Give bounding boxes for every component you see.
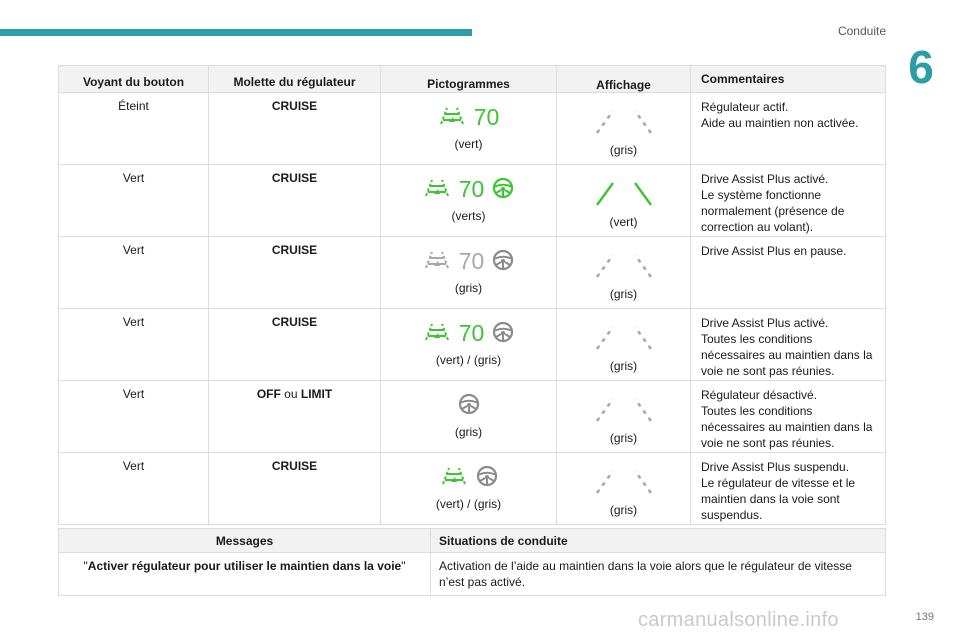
- table-header-row: [59, 529, 886, 553]
- display-color-label: (gris): [609, 503, 638, 517]
- table-row: [59, 381, 886, 453]
- lane-lines-icon: [557, 465, 690, 495]
- steering-wheel-icon: [458, 393, 480, 418]
- lane-lines-icon: [557, 177, 690, 207]
- display-color-label: (vert): [609, 215, 638, 229]
- comment-line: Le régulateur de vitesse et le maintien dans la voie sont suspendus.: [701, 476, 856, 522]
- comment-cell: [691, 237, 886, 309]
- voyant-cell: Vert: [59, 237, 209, 309]
- steering-wheel-icon: [492, 249, 514, 274]
- comment-line: Drive Assist Plus en pause.: [701, 244, 847, 258]
- comment-line: Drive Assist Plus suspendu.: [701, 460, 850, 474]
- table-header-row: [59, 66, 886, 93]
- message-cell: [59, 553, 431, 596]
- quote-mark: ": [83, 559, 88, 573]
- comment-cell: [691, 165, 886, 237]
- voyant-cell: Vert: [59, 453, 209, 525]
- lane-assist-icon: [438, 104, 466, 131]
- comment-cell: [691, 93, 886, 165]
- display-cell: [557, 381, 691, 453]
- display-cell: [557, 237, 691, 309]
- molette-cell: CRUISE: [209, 93, 381, 165]
- messages-table: [58, 528, 886, 596]
- column-header: Molette du régulateur: [209, 66, 381, 93]
- display-cell: [557, 453, 691, 525]
- steering-wheel-icon: [492, 177, 514, 202]
- display-color-label: (gris): [609, 143, 638, 157]
- pictogram-cell: [381, 381, 557, 453]
- message-text: Activer régulateur pour utiliser le maintien dans la voie: [87, 559, 402, 573]
- column-header: Voyant du bouton: [59, 66, 209, 93]
- pictogram-cell: [381, 453, 557, 525]
- column-header: Pictogrammes: [381, 66, 557, 93]
- pictogram-color-label: (vert) / (gris): [435, 353, 502, 367]
- comment-line: Le système fonctionne normalement (présence de correction au volant).: [701, 188, 845, 234]
- table-row: [59, 165, 886, 237]
- comment-line: Toutes les conditions nécessaires au maintien dans la voie ne sont pas réunies.: [701, 332, 873, 378]
- molette-cell: CRUISE: [209, 165, 381, 237]
- pictogram-cell: [381, 165, 557, 237]
- table-row: [59, 237, 886, 309]
- speed-value: 70: [473, 104, 500, 130]
- molette-limit: LIMIT: [300, 387, 333, 401]
- speed-value: 70: [458, 320, 485, 346]
- display-color-label: (gris): [609, 431, 638, 445]
- lane-assist-icon: [423, 320, 451, 347]
- comment-cell: [691, 453, 886, 525]
- molette-cell: CRUISE: [209, 309, 381, 381]
- table-row: [59, 93, 886, 165]
- section-title: Conduite: [837, 24, 886, 38]
- display-cell: [557, 93, 691, 165]
- speed-value: 70: [458, 176, 485, 202]
- comment-line: Régulateur désactivé.: [701, 388, 818, 402]
- molette-or: ou: [284, 387, 298, 401]
- column-header: Commentaires: [691, 66, 886, 93]
- comment-cell: [691, 381, 886, 453]
- voyant-cell: Vert: [59, 165, 209, 237]
- pictogram-cell: [381, 309, 557, 381]
- chapter-number: 6: [908, 41, 934, 93]
- table-row: [59, 453, 886, 525]
- pictogram-cell: [381, 237, 557, 309]
- lane-assist-icon: [440, 464, 468, 491]
- speed-value: 70: [458, 248, 485, 274]
- pictogram-color-label: (gris): [454, 281, 483, 295]
- lane-lines-icon: [557, 105, 690, 135]
- column-header: Situations de conduite: [431, 529, 886, 553]
- pictogram-color-label: (vert) / (gris): [435, 497, 502, 511]
- lane-assist-icon: [423, 248, 451, 275]
- pictogram-color-label: (vert): [454, 137, 483, 151]
- table-row: [59, 553, 886, 596]
- comment-line: Aide au maintien non activée.: [701, 116, 859, 130]
- molette-cell: CRUISE: [209, 237, 381, 309]
- pictogram-color-label: (verts): [451, 209, 486, 223]
- steering-wheel-icon: [492, 321, 514, 346]
- voyant-cell: Éteint: [59, 93, 209, 165]
- watermark: carmanualsonline.info: [638, 609, 839, 631]
- column-header: Affichage: [557, 66, 691, 93]
- pictogram-color-label: (gris): [454, 425, 483, 439]
- molette-cell: [209, 381, 381, 453]
- molette-cell: CRUISE: [209, 453, 381, 525]
- voyant-cell: Vert: [59, 381, 209, 453]
- display-cell: [557, 165, 691, 237]
- comment-cell: [691, 309, 886, 381]
- voyant-cell: Vert: [59, 309, 209, 381]
- pictogram-cell: [381, 93, 557, 165]
- lane-lines-icon: [557, 321, 690, 351]
- molette-off: OFF: [256, 387, 281, 401]
- page-number: 139: [915, 611, 934, 623]
- comment-line: Toutes les conditions nécessaires au maintien dans la voie ne sont pas réunies.: [701, 404, 873, 450]
- column-header: Messages: [59, 529, 431, 553]
- comment-line: Régulateur actif.: [701, 100, 789, 114]
- cruise-status-table: [58, 65, 886, 525]
- lane-lines-icon: [557, 249, 690, 279]
- table-row: [59, 309, 886, 381]
- chapter-color-bar: [0, 29, 472, 36]
- comment-line: Drive Assist Plus activé.: [701, 172, 829, 186]
- lane-assist-icon: [423, 176, 451, 203]
- display-color-label: (gris): [609, 287, 638, 301]
- steering-wheel-icon: [476, 465, 498, 490]
- comment-line: Drive Assist Plus activé.: [701, 316, 829, 330]
- display-cell: [557, 309, 691, 381]
- display-color-label: (gris): [609, 359, 638, 373]
- lane-lines-icon: [557, 393, 690, 423]
- situation-cell: Activation de l’aide au maintien dans la voie alors que le régulateur de vitesse n’est pas activé.: [431, 553, 886, 596]
- quote-mark: ": [401, 559, 406, 573]
